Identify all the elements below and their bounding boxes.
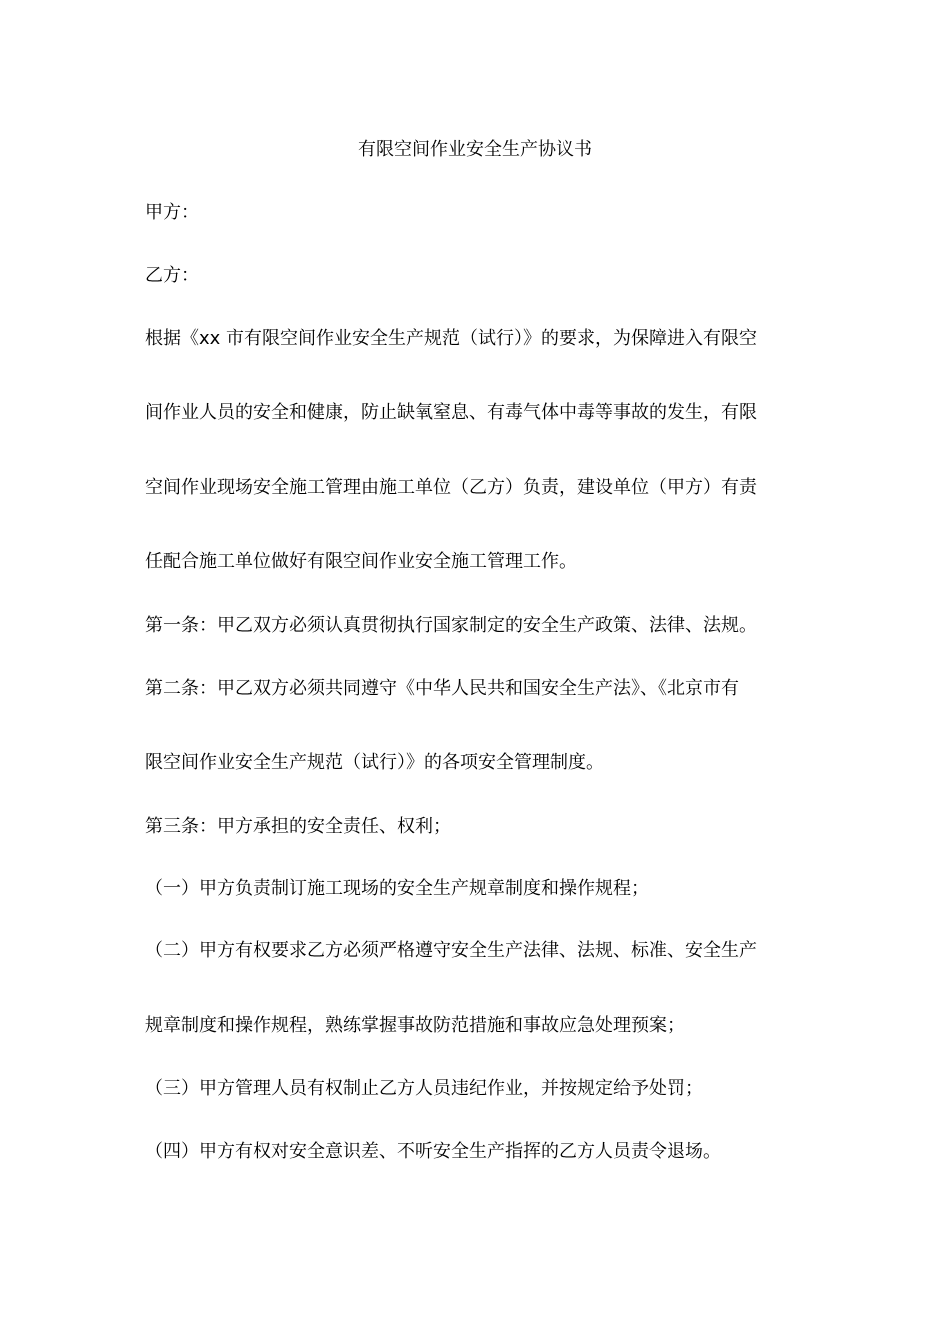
item-2-line: 规章制度和操作规程，熟练掌握事故防范措施和事故应急处理预案； [145, 1015, 685, 1036]
party-b-label: 乙方： [145, 265, 199, 286]
article-2-line: 限空间作业安全生产规范（试行）》的各项安全管理制度。 [145, 752, 604, 773]
item-3: （三）甲方管理人员有权制止乙方人员违纪作业，并按规定给予处罚； [145, 1078, 703, 1099]
intro-line: 根据《xx 市有限空间作业安全生产规范（试行）》的要求，为保障进入有限空 [145, 328, 758, 349]
item-2-line: （二）甲方有权要求乙方必须严格遵守安全生产法律、法规、标准、安全生产 [145, 940, 757, 961]
article-2-line: 第二条：甲乙双方必须共同遵守《中华人民共和国安全生产法》、《北京市有 [145, 678, 739, 699]
article-3: 第三条：甲方承担的安全责任、权利； [145, 816, 451, 837]
item-1: （一）甲方负责制订施工现场的安全生产规章制度和操作规程； [145, 878, 649, 899]
intro-line: 间作业人员的安全和健康，防止缺氧窒息、有毒气体中毒等事故的发生，有限 [145, 402, 757, 423]
document-title: 有限空间作业安全生产协议书 [358, 139, 592, 160]
item-4: （四）甲方有权对安全意识差、不听安全生产指挥的乙方人员责令退场。 [145, 1141, 721, 1162]
intro-line: 任配合施工单位做好有限空间作业安全施工管理工作。 [145, 551, 577, 572]
intro-line: 空间作业现场安全施工管理由施工单位（乙方）负责，建设单位（甲方）有责 [145, 477, 757, 498]
party-a-label: 甲方： [145, 202, 199, 223]
article-1: 第一条：甲乙双方必须认真贯彻执行国家制定的安全生产政策、法律、法规。 [145, 615, 757, 636]
